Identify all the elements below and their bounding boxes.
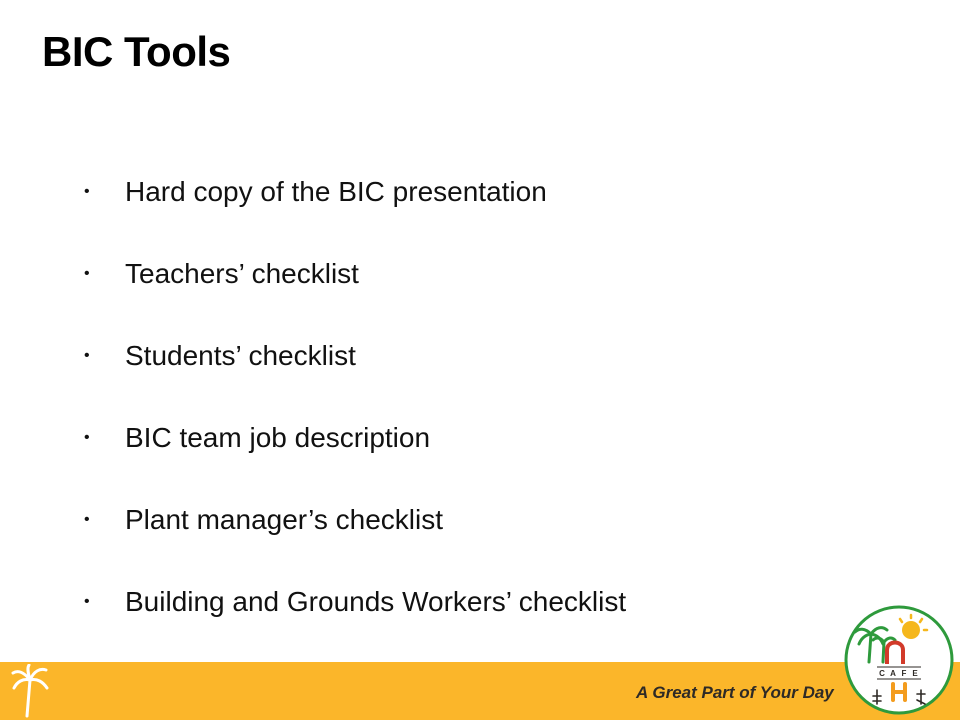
bullet-text: Plant manager’s checklist bbox=[125, 504, 444, 535]
cafe-logo bbox=[843, 604, 955, 716]
bullet-icon: • bbox=[84, 347, 90, 364]
bullet-icon: • bbox=[84, 511, 90, 528]
slide-title: BIC Tools bbox=[42, 28, 231, 75]
tagline: A Great Part of Your Day bbox=[636, 683, 834, 702]
bullet-icon: • bbox=[84, 183, 90, 200]
logo-letter: A bbox=[890, 669, 896, 678]
bullet-text: Teachers’ checklist bbox=[125, 258, 359, 289]
bullet-text: Hard copy of the BIC presentation bbox=[125, 176, 547, 207]
bullet-icon: • bbox=[84, 429, 90, 446]
logo-letter: C bbox=[879, 669, 885, 678]
bullet-icon: • bbox=[84, 265, 90, 282]
logo-letter: E bbox=[912, 669, 918, 678]
bullet-text: Building and Grounds Workers’ checklist bbox=[125, 586, 627, 617]
bullet-icon: • bbox=[84, 593, 90, 610]
bullet-text: BIC team job description bbox=[125, 422, 431, 453]
palm-tree-icon bbox=[10, 664, 50, 718]
bullet-text: Students’ checklist bbox=[125, 340, 356, 371]
sun-icon bbox=[902, 621, 920, 639]
logo-letter: F bbox=[901, 669, 907, 678]
